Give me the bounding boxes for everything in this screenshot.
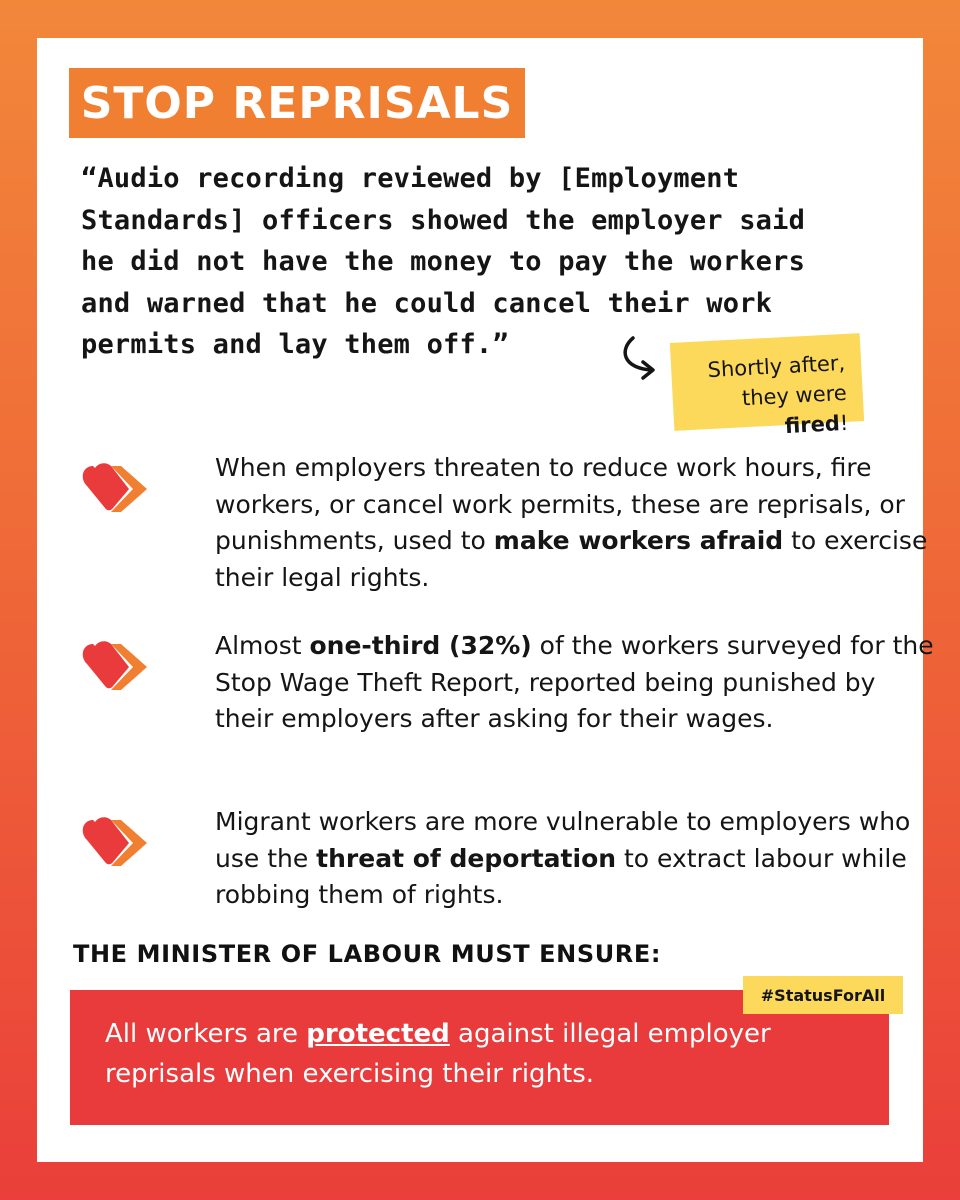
bullet-text: [215, 804, 935, 914]
demand-text: [105, 1014, 865, 1094]
bullet-text: [215, 628, 935, 738]
demand-text-part: against illegal employer reprisals when exercising their rights.: [105, 1019, 771, 1089]
double-chevron-heart-icon: [81, 462, 153, 516]
hashtag-badge: #StatusForAll: [743, 976, 903, 1014]
demand-text-part: All workers are: [105, 1019, 307, 1049]
bullet-text-part: Migrant workers are more vulnerable to employers who use the: [215, 807, 911, 873]
bullet-text-part: Almost: [215, 631, 310, 660]
sticky-note: [670, 333, 864, 439]
demand-heading: THE MINISTER OF LABOUR MUST ENSURE:: [73, 940, 662, 968]
bullet-text-part: to exercise their legal rights.: [215, 526, 928, 592]
page-title: STOP REPRISALS: [80, 77, 514, 129]
bullet-text: [215, 450, 935, 596]
title-banner: [69, 68, 525, 138]
curved-arrow-icon: [617, 334, 667, 384]
note-line: Shortly after,: [707, 350, 846, 383]
bullet-emphasis: make workers afraid: [493, 526, 784, 555]
bullet-text-part: of the workers surveyed for the Stop Wage Theft Report, reported being punished by their employers after asking for their wages.: [215, 631, 934, 733]
quote-line: he did not have the money to pay the workers: [81, 246, 806, 277]
double-chevron-heart-icon: [81, 640, 153, 694]
quote-line: “Audio recording reviewed by [Employment: [81, 163, 740, 194]
note-text: they were: [741, 380, 848, 411]
quote-line: Standards] officers showed the employer said: [81, 204, 806, 236]
bullet-emphasis: threat of deportation: [316, 843, 617, 873]
demand-emphasis: protected: [306, 1019, 450, 1049]
quote-block: [81, 158, 901, 366]
note-emphasis: fired: [784, 411, 841, 439]
quote-line: and warned that he could cancel their work: [81, 287, 773, 319]
bullet-text-part: to extract labour while robbing them of rights.: [215, 843, 907, 909]
note-line: [672, 378, 849, 447]
bullet-text-part: When employers threaten to reduce work hours, fire workers, or cancel work permits, these are reprisals, or punishments, used to: [215, 453, 905, 555]
quote-line: permits and lay them off.”: [81, 329, 509, 360]
note-text: !: [839, 410, 849, 436]
double-chevron-heart-icon: [81, 816, 153, 870]
poster-card: [37, 38, 934, 1162]
bullet-emphasis: one-third (32%): [309, 631, 532, 660]
